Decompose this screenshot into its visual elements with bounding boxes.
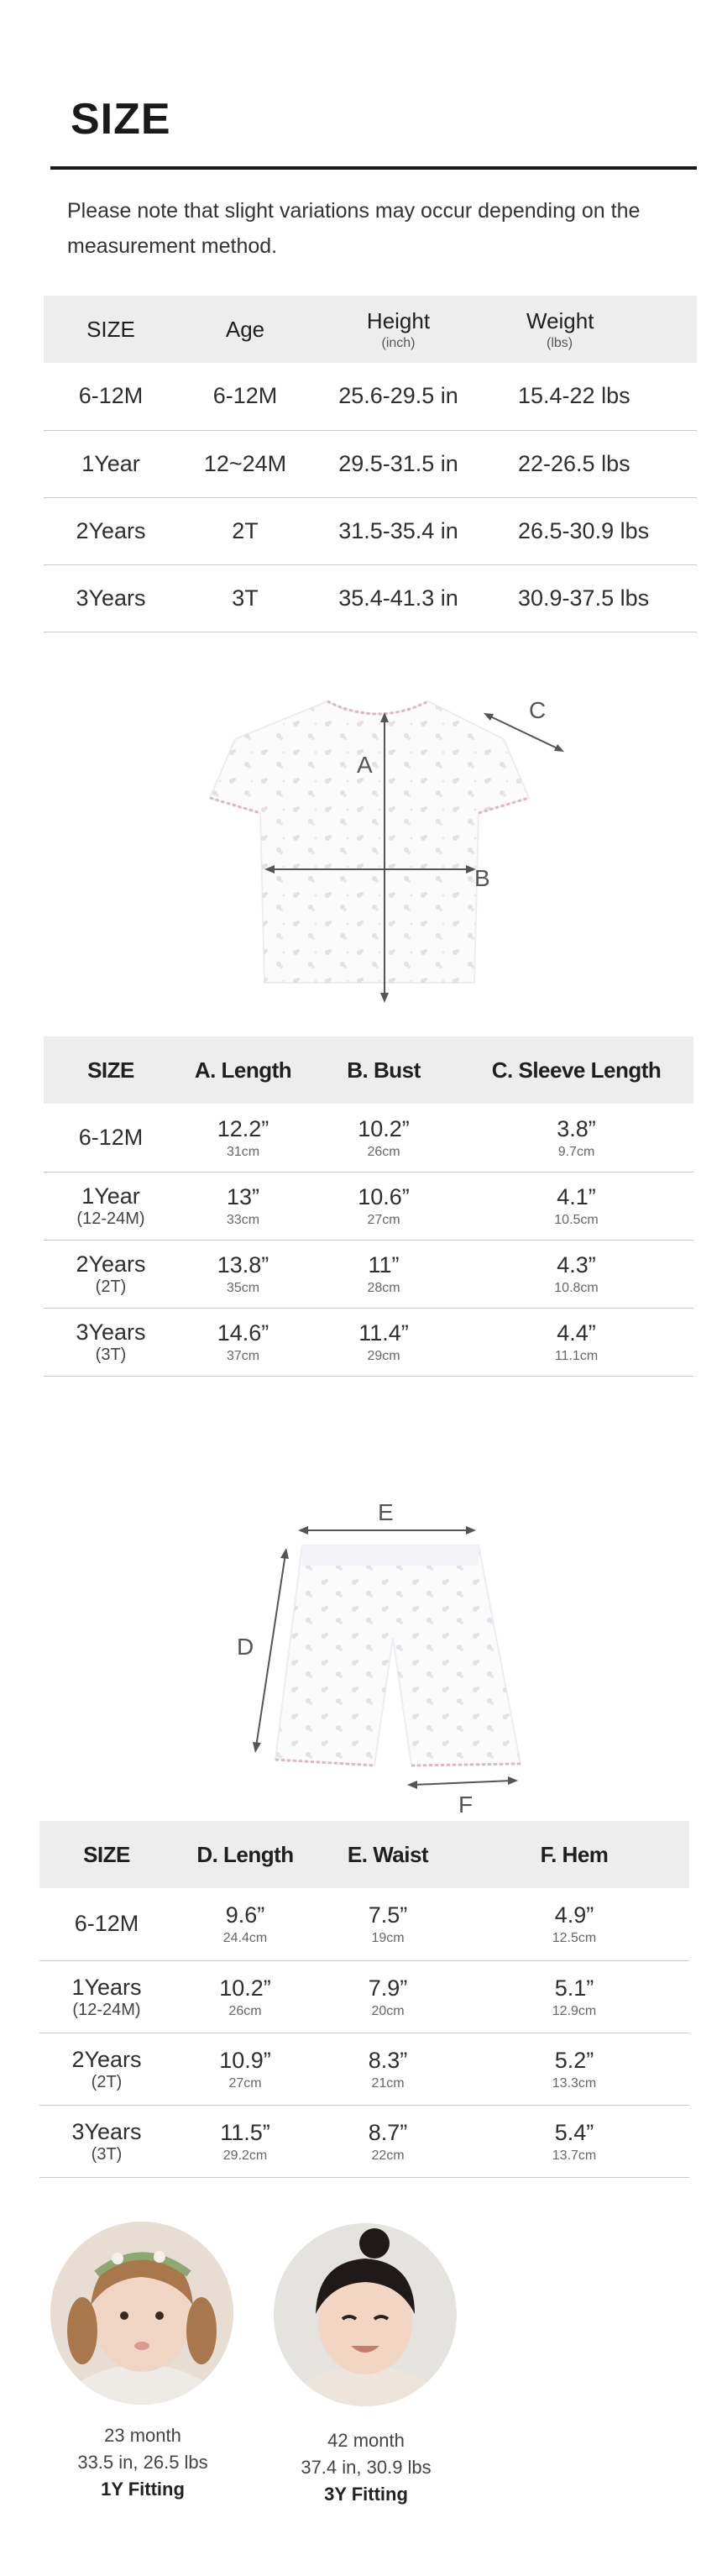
- column-header: SIZE: [44, 296, 178, 363]
- table-row: [44, 1308, 693, 1376]
- column-header: F. Hem: [459, 1821, 689, 1888]
- table-row: [39, 1960, 689, 2033]
- size-cell: 6-12M: [39, 1888, 174, 1960]
- length-cell: 13” 33cm: [178, 1172, 308, 1240]
- table-header-row: [39, 1821, 689, 1888]
- hem-cell: 5.4” 13.7cm: [459, 2105, 689, 2177]
- column-header: Height (inch): [312, 296, 484, 363]
- sleeve-cell: 4.4” 11.1cm: [459, 1308, 693, 1376]
- age-cell: 3T: [178, 564, 312, 632]
- model-caption-3y: [257, 2427, 475, 2508]
- sleeve-cell: 4.3” 10.8cm: [459, 1240, 693, 1308]
- table-row: [44, 497, 697, 564]
- column-header: A. Length: [178, 1036, 308, 1104]
- label-e: E: [378, 1499, 394, 1525]
- model-photo-3y: [274, 2223, 457, 2406]
- size-cell: 2Years (2T): [39, 2033, 174, 2105]
- label-d: D: [237, 1634, 254, 1660]
- table-row: [44, 1172, 693, 1240]
- size-cell: 1Years (12-24M): [39, 1960, 174, 2033]
- table-row: [44, 1104, 693, 1172]
- hem-arrow: [407, 1776, 518, 1789]
- label-c: C: [529, 697, 547, 723]
- size-cell: 6-12M: [44, 1104, 178, 1172]
- column-header: SIZE: [39, 1821, 174, 1888]
- table-row: [44, 1240, 693, 1308]
- weight-cell: 30.9-37.5 lbs: [484, 564, 697, 632]
- height-cell: 29.5-31.5 in: [312, 430, 484, 497]
- bust-cell: 11” 28cm: [308, 1240, 459, 1308]
- size-cell: 3Years (3T): [39, 2105, 174, 2177]
- length-cell: 10.9” 27cm: [174, 2033, 317, 2105]
- waist-cell: 7.9” 20cm: [317, 1960, 459, 2033]
- length-cell: 11.5” 29.2cm: [174, 2105, 317, 2177]
- shorts-shape: [275, 1545, 521, 1765]
- model-age: 42 month: [327, 2430, 405, 2451]
- table-row: [44, 363, 697, 430]
- bust-cell: 10.2” 26cm: [308, 1104, 459, 1172]
- label-f: F: [458, 1792, 473, 1814]
- length-cell: 13.8” 35cm: [178, 1240, 308, 1308]
- table-row: [44, 430, 697, 497]
- waist-cell: 7.5” 19cm: [317, 1888, 459, 1960]
- size-cell: 1Year: [44, 430, 178, 497]
- model-measurements: 37.4 in, 30.9 lbs: [301, 2457, 432, 2478]
- column-header: D. Length: [174, 1821, 317, 1888]
- table-header-row: [44, 1036, 693, 1104]
- waist-arrow: [298, 1526, 476, 1535]
- column-header: SIZE: [44, 1036, 178, 1104]
- size-cell: 6-12M: [44, 363, 178, 430]
- weight-cell: 26.5-30.9 lbs: [484, 497, 697, 564]
- column-header: E. Waist: [317, 1821, 459, 1888]
- age-cell: 6-12M: [178, 363, 312, 430]
- label-b: B: [474, 865, 490, 891]
- size-cell: 1Year (12-24M): [44, 1172, 178, 1240]
- bottom-size-table: [39, 1821, 689, 2178]
- table-row: [39, 1888, 689, 1960]
- general-size-table: [44, 296, 697, 632]
- model-caption-1y: [34, 2422, 252, 2503]
- table-row: [39, 2105, 689, 2177]
- column-header: Age: [178, 296, 312, 363]
- top-measurement-diagram: [193, 689, 579, 1008]
- hem-cell: 4.9” 12.5cm: [459, 1888, 689, 1960]
- sleeve-cell: 4.1” 10.5cm: [459, 1172, 693, 1240]
- measurement-note: Please note that slight variations may occur depending on the measurement method.: [67, 199, 641, 258]
- model-fitting: 1Y Fitting: [101, 2479, 185, 2500]
- tshirt-shape: [210, 701, 529, 983]
- waist-cell: 8.7” 22cm: [317, 2105, 459, 2177]
- hem-cell: 5.1” 12.9cm: [459, 1960, 689, 2033]
- table-row: [44, 564, 697, 632]
- title-divider: [50, 166, 697, 170]
- page-title: SIZE: [71, 95, 171, 144]
- unit-label: (inch): [381, 336, 416, 350]
- column-header: Weight (lbs): [484, 296, 697, 363]
- length-cell: 10.2” 26cm: [174, 1960, 317, 2033]
- model-fitting: 3Y Fitting: [324, 2484, 408, 2505]
- label-a: A: [357, 752, 373, 778]
- weight-cell: 22-26.5 lbs: [484, 430, 697, 497]
- size-cell: 2Years (2T): [44, 1240, 178, 1308]
- model-photo-1y: [50, 2222, 233, 2405]
- column-header: B. Bust: [308, 1036, 459, 1104]
- model-measurements: 33.5 in, 26.5 lbs: [77, 2452, 208, 2473]
- column-header: C. Sleeve Length: [459, 1036, 693, 1104]
- bust-cell: 11.4” 29cm: [308, 1308, 459, 1376]
- height-cell: 25.6-29.5 in: [312, 363, 484, 430]
- length-cell: 9.6” 24.4cm: [174, 1888, 317, 1960]
- unit-label: (lbs): [547, 336, 573, 350]
- top-size-table: [44, 1036, 693, 1377]
- sleeve-cell: 3.8” 9.7cm: [459, 1104, 693, 1172]
- model-age: 23 month: [104, 2425, 181, 2446]
- size-cell: 3Years (3T): [44, 1308, 178, 1376]
- size-cell: 2Years: [44, 497, 178, 564]
- height-cell: 35.4-41.3 in: [312, 564, 484, 632]
- table-header-row: [44, 296, 697, 363]
- age-cell: 2T: [178, 497, 312, 564]
- bust-cell: 10.6” 27cm: [308, 1172, 459, 1240]
- waist-cell: 8.3” 21cm: [317, 2033, 459, 2105]
- size-cell: 3Years: [44, 564, 178, 632]
- table-row: [39, 2033, 689, 2105]
- length-cell: 14.6” 37cm: [178, 1308, 308, 1376]
- weight-cell: 15.4-22 lbs: [484, 363, 697, 430]
- bottom-measurement-diagram: [227, 1495, 537, 1814]
- height-cell: 31.5-35.4 in: [312, 497, 484, 564]
- age-cell: 12~24M: [178, 430, 312, 497]
- hem-cell: 5.2” 13.3cm: [459, 2033, 689, 2105]
- length-cell: 12.2” 31cm: [178, 1104, 308, 1172]
